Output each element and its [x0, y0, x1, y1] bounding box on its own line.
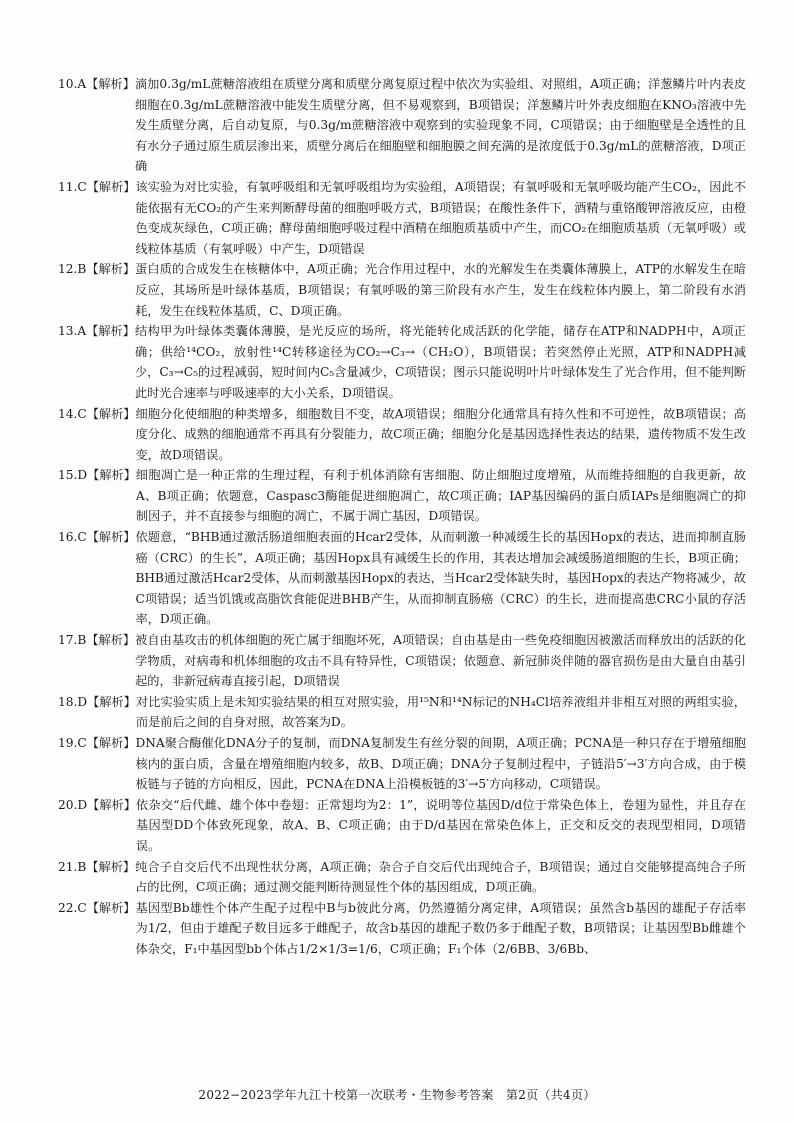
- answer-text: 基因型Bb雄性个体产生配子过程中B与b彼此分离，仍然遵循分离定律，A项错误；虽然含b基因的雄配子存活率为1/2，但由于雄配子数目远多于雌配子，故含b基因的雄配子数仍多于雌配子数，B项错误；让基因型Bb雌雄个体杂交，F₁中基因型bb个体占1/2×1/3=1/6，C项正确；F₁个体（2/6BB、3/6Bb、: [135, 900, 746, 956]
- answer-text: 被自由基攻击的机体细胞的死亡属于细胞坏死，A项错误；自由基是由一些免疫细胞因被激活而释放出的活跃的化学物质，对病毒和机体细胞的攻击不具有特异性，C项错误；依题意、新冠肺炎伴随的器官损伤是由大量自由基引起的，非新冠病毒直接引起，D项错误: [135, 633, 746, 689]
- answer-number: 14.C【解析】: [58, 406, 136, 421]
- answer-item-13: [58, 321, 746, 403]
- answer-text: 对比实验实质上是未知实验结果的相互对照实验，用¹⁵N和¹⁴N标记的NH₄Cl培养液组并非相互对照的两组实验，而是前后之间的自身对照，故答案为D。: [135, 694, 746, 730]
- answer-item-18: [58, 692, 746, 733]
- answer-text: 依杂交“后代雌、雄个体中卷翅：正常翅均为2：1”，说明等位基因D/d位于常染色体上，卷翅为显性，并且存在基因型DD个体致死现象，故A、B、C项正确；由于D/d基因在常染色体上，正交和反交的表现型相同，D项错误。: [135, 797, 746, 853]
- answer-item-10: [58, 74, 746, 177]
- answer-number: 21.B【解析】: [58, 859, 136, 874]
- answer-item-16: [58, 527, 746, 630]
- answer-number: 20.D【解析】: [58, 797, 136, 812]
- answer-text: 细胞分化使细胞的种类增多，细胞数目不变，故A项错误；细胞分化通常具有持久性和不可逆性，故B项错误；高度分化、成熟的细胞通常不再具有分裂能力，故C项正确；细胞分化是基因选择性表达的结果，遗传物质不发生改变，故D项错误。: [135, 406, 746, 462]
- page-footer: 2022−2023学年九江十校第一次联考・生物参考答案 第2页（共4页）: [198, 1088, 596, 1102]
- answer-number: 22.C【解析】: [58, 900, 136, 915]
- answer-text: 该实验为对比实验，有氧呼吸组和无氧呼吸组均为实验组，A项错误；有氧呼吸和无氧呼吸均能产生CO₂，因此不能依据有无CO₂的产生来判断酵母菌的细胞呼吸方式，B项错误；在酸性条件下，酒精与重铬酸钾溶液反应，由橙色变成灰绿色，C项正确；酵母菌细胞呼吸过程中酒精在细胞质基质中产生，而CO₂在细胞质基质（无氧呼吸）或线粒体基质（有氧呼吸）中产生，D项错误: [135, 179, 746, 256]
- answer-item-15: [58, 465, 746, 527]
- answer-number: 15.D【解析】: [58, 468, 136, 483]
- answer-text: 滴加0.3g/mL蔗糖溶液组在质壁分离和质壁分离复原过程中依次为实验组、对照组，A项正确；洋葱鳞片叶内表皮细胞在0.3g/mL蔗糖溶液中能发生质壁分离，但不易观察到，B项错误；洋葱鳞片叶外表皮细胞在KNO₃溶液中先发生质壁分离，后自动复原，与0.3g/m蔗糖溶液中观察到的实验现象不同，C项错误；由于细胞壁是全透性的且有水分子通过原生质层渗出来，质壁分离后在细胞壁和细胞膜之间充满的是浓度低于0.3g/mL的蔗糖溶液，D项正确: [134, 77, 746, 174]
- answer-item-17: [58, 630, 746, 692]
- answer-number: 16.C【解析】: [58, 530, 136, 545]
- answer-item-11: [58, 177, 746, 259]
- answer-text: 依题意，“BHB通过激活肠道细胞表面的Hcar2受体，从而刺激一种减缓生长的基因Hopx的表达，进而抑制直肠癌（CRC）的生长”，A项正确；基因Hopx具有减缓生长的作用，其表达增加会减缓肠道细胞的生长，B项正确；BHB通过激活Hcar2受体，从而刺激基因Hopx的表达，当Hcar2受体缺失时，基因Hopx的表达产物将减少，故C项错误；适当饥饿或高脂饮食能促进BHB产生，从而抑制直肠癌（CRC）的生长，进而提高患CRC小鼠的存活率，D项正确。: [135, 530, 746, 627]
- answer-item-12: [58, 259, 746, 321]
- answer-item-14: [58, 404, 746, 466]
- answer-text: 蛋白质的合成发生在核糖体中，A项正确；光合作用过程中，水的光解发生在类囊体薄膜上，ATP的水解发生在暗反应，其场所是叶绿体基质，B项错误；有氧呼吸的第三阶段有水产生，发生在线粒体内膜上，第二阶段有水消耗，发生在线粒体基质，C、D项正确。: [135, 262, 746, 318]
- answer-item-20: [58, 795, 746, 857]
- answer-item-21: [58, 857, 746, 898]
- answer-number: 17.B【解析】: [58, 633, 136, 648]
- answer-item-19: [58, 733, 746, 795]
- answer-text: 细胞凋亡是一种正常的生理过程，有利于机体消除有害细胞、防止细胞过度增殖，从而维持细胞的自我更新，故A、B项正确；依题意，Caspasc3酶能促进细胞凋亡，故C项正确；IAP基因编码的蛋白质IAPs是细胞凋亡的抑制因子，并不直接参与细胞的凋亡，不属于凋亡基因，D项错误。: [135, 468, 746, 524]
- answer-number: 12.B【解析】: [58, 262, 136, 277]
- answer-number: 13.A【解析】: [58, 324, 135, 339]
- answer-number: 10.A【解析】: [58, 77, 135, 91]
- answer-number: 18.D【解析】: [58, 694, 136, 709]
- answer-number: 11.C【解析】: [58, 179, 136, 194]
- answer-item-22: [58, 898, 746, 960]
- answer-text: DNA聚合酶催化DNA分子的复制，而DNA复制发生有丝分裂的间期，A项正确；PCNA是一种只存在于增殖细胞核内的蛋白质，含量在增殖细胞内较多，故B、D项正确；DNA分子复制过程中，子链沿5′→3′方向合成，由于模板链与子链的方向相反，因此，PCNA在DNA上沿模板链的3′→5′方向移动，C项错误。: [135, 736, 746, 792]
- answer-text: 纯合子自交后代不出现性状分离，A项正确；杂合子自交后代出现纯合子，B项错误；通过自交能够提高纯合子所占的比例，C项正确；通过测交能判断待测显性个体的基因组成，D项正确。: [135, 859, 746, 895]
- answer-number: 19.C【解析】: [58, 736, 136, 750]
- answer-text: 结构甲为叶绿体类囊体薄膜，是光反应的场所，将光能转化成活跃的化学能，储存在ATP和NADPH中，A项正确；供给¹⁴CO₂，放射性¹⁴C转移途径为CO₂→C₃→（CH₂O），B项错误；若突然停止光照，ATP和NADPH减少，C₃→C₅的过程减弱，短时间内C₅含量减少，C项错误；图示只能说明叶片叶绿体发生了光合作用，但不能判断此时光合速率与呼吸速率的大小关系，D项错误。: [134, 324, 746, 400]
